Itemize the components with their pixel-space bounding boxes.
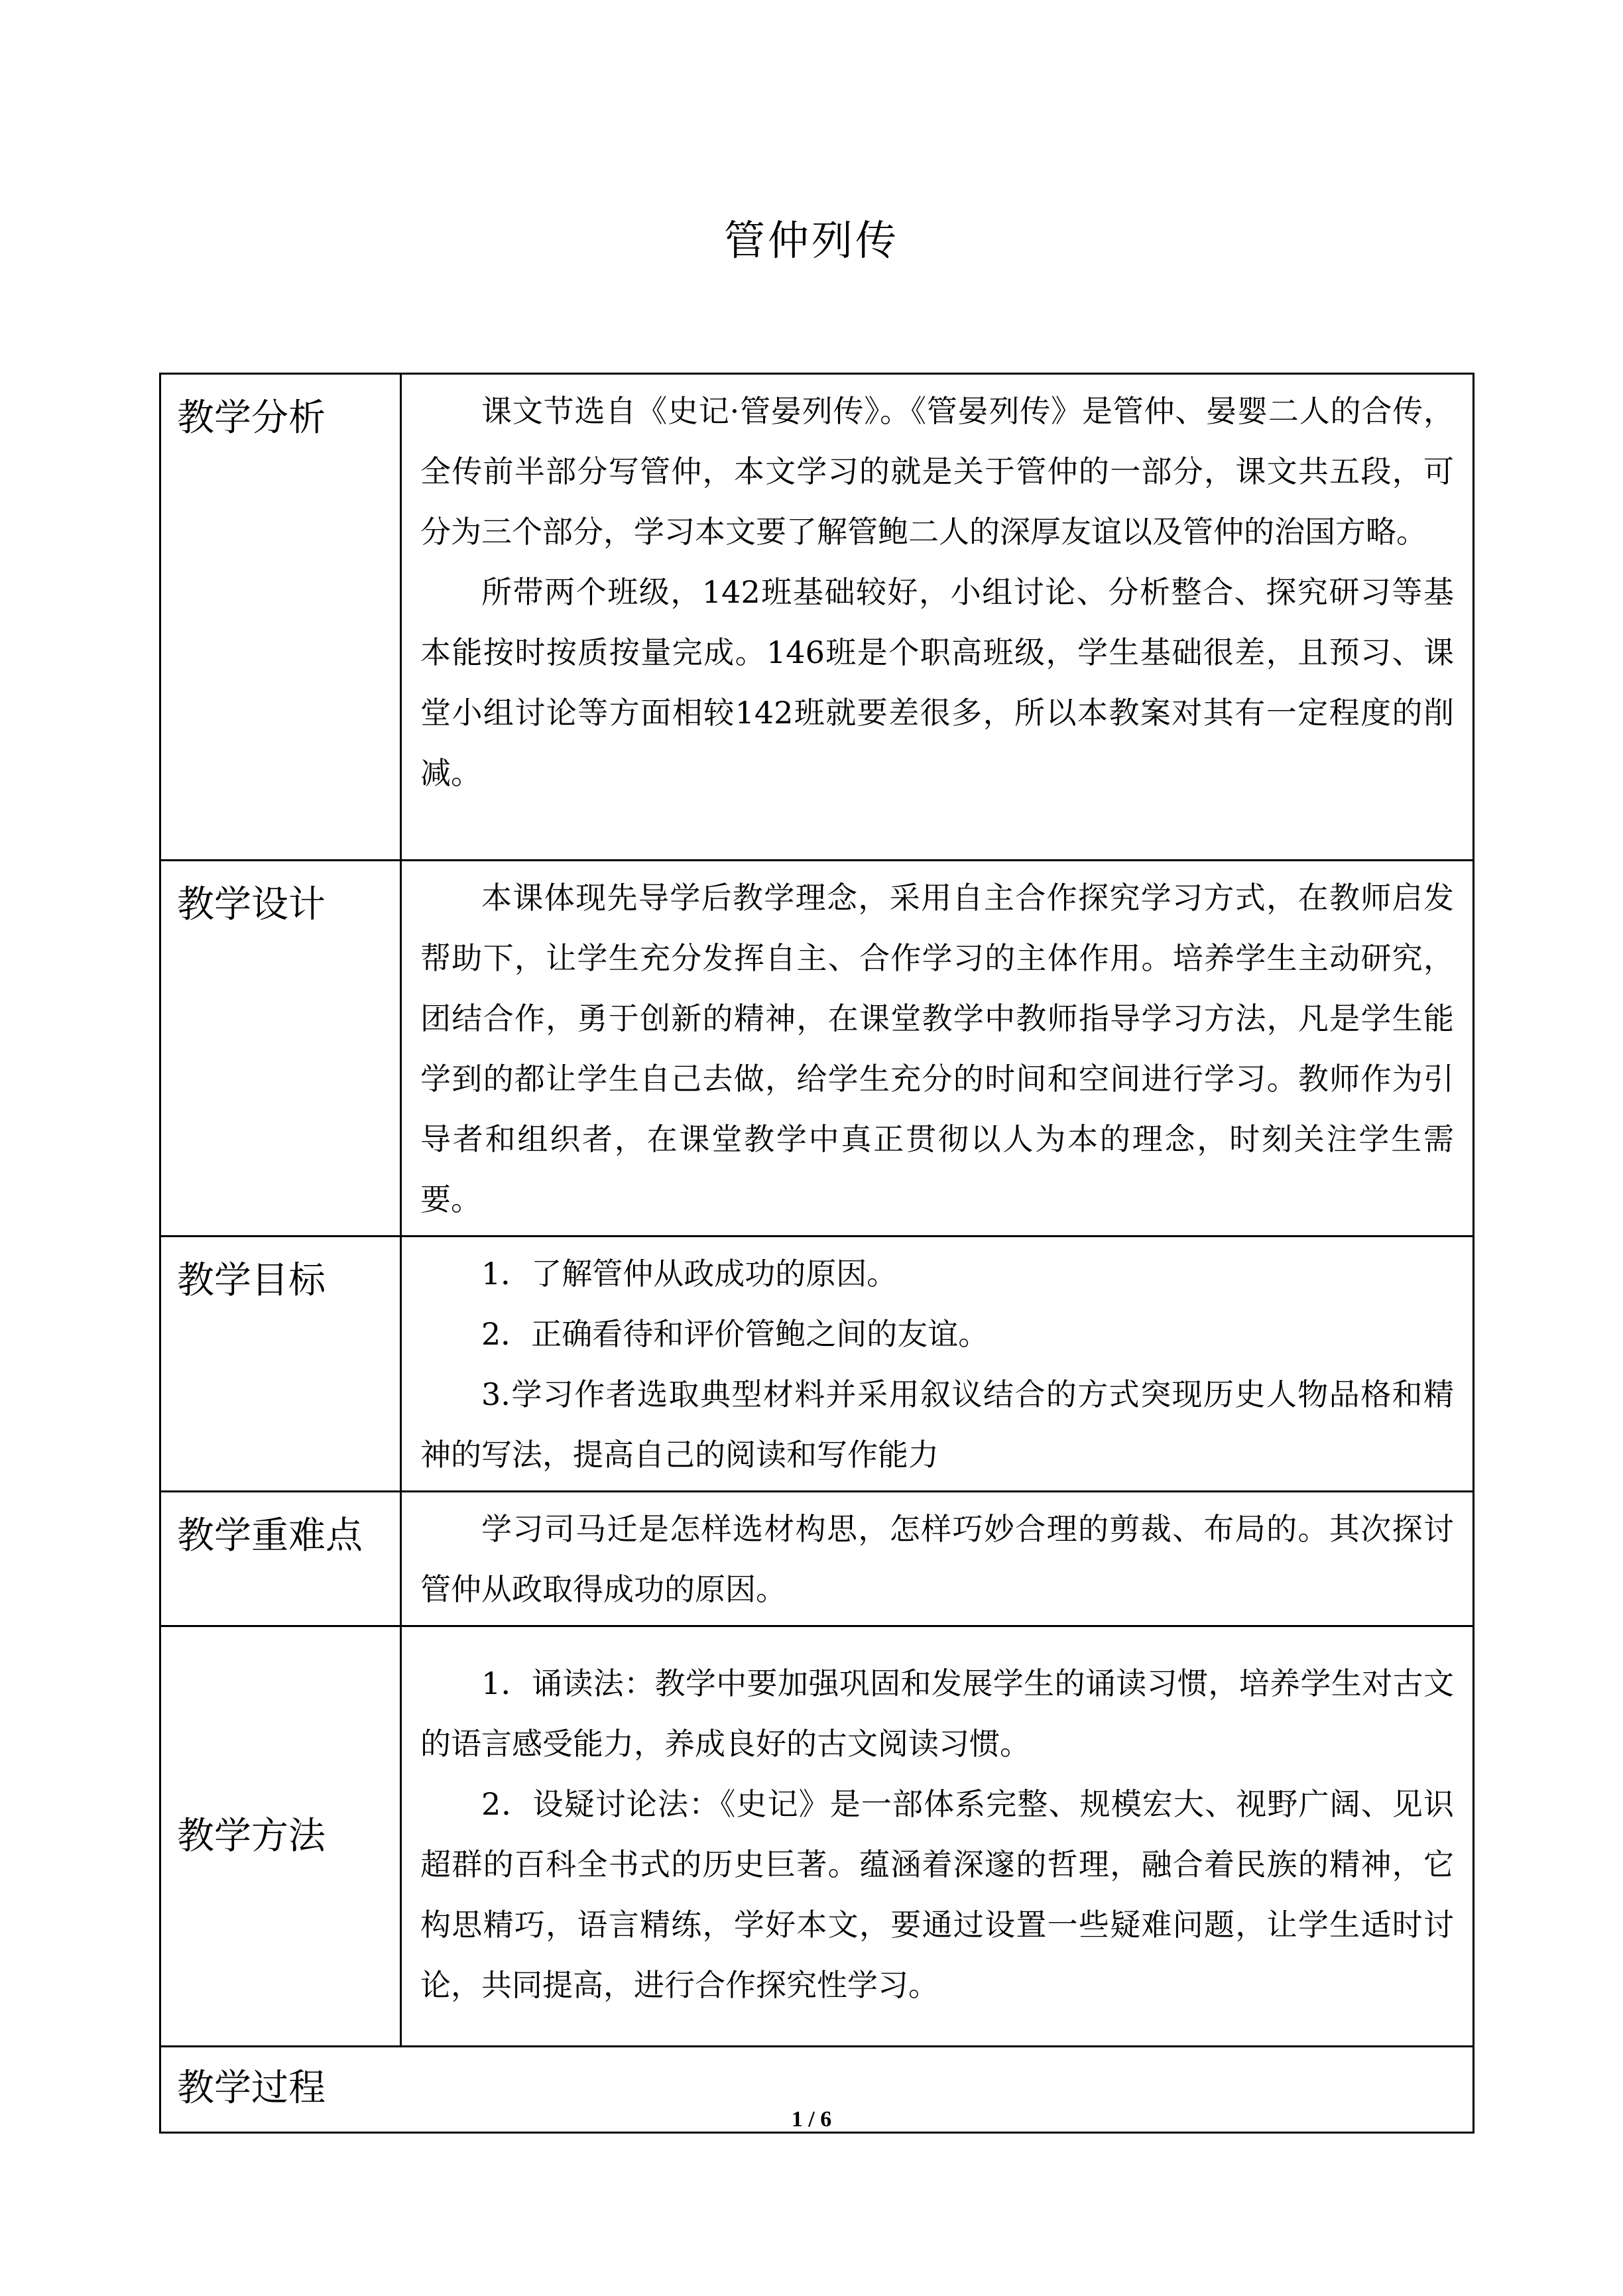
row-label-analysis: 教学分析	[160, 374, 401, 861]
row-label-process: 教学过程	[160, 2047, 1474, 2133]
row-label-objectives: 教学目标	[160, 1237, 401, 1492]
paragraph: 课文节选自《史记·管晏列传》。《管晏列传》是管仲、晏婴二人的合传，全传前半部分写管仲，本文学习的就是关于管仲的一部分，课文共五段，可分为三个部分，学习本文要了解管鲍二人的深厚友谊以及管仲的治国方略。	[420, 393, 1454, 550]
row-content-objectives	[401, 1237, 1474, 1492]
paragraph: 1．诵读法：教学中要加强巩固和发展学生的诵读习惯，培养学生对古文的语言感受能力，养成良好的古文阅读习惯。	[420, 1665, 1454, 1762]
paragraph: 2．正确看待和评价管鲍之间的友谊。	[481, 1316, 989, 1352]
table-row	[160, 861, 1474, 1237]
table-row	[160, 374, 1474, 861]
row-content-design	[401, 861, 1474, 1237]
table-row	[160, 1237, 1474, 1492]
document-title: 管仲列传	[723, 216, 899, 265]
row-label-key-points: 教学重难点	[160, 1492, 401, 1626]
paragraph: 所带两个班级，142班基础较好，小组讨论、分析整合、探究研习等基本能按时按质按量完成。146班是个职高班级，学生基础很差，且预习、课堂小组讨论等方面相较142班就要差很多，所以本教案对其有一定程度的削减。	[420, 574, 1454, 791]
paragraph: 1．了解管仲从政成功的原因。	[481, 1256, 898, 1292]
page-number: 1 / 6	[791, 2107, 832, 2132]
table-row	[160, 1626, 1474, 2047]
paragraph: 本课体现先导学后教学理念，采用自主合作探究学习方式，在教师启发帮助下，让学生充分发挥自主、合作学习的主体作用。培养学生主动研究，团结合作，勇于创新的精神，在课堂教学中教师指导学习方法，凡是学生能学到的都让学生自己去做，给学生充分的时间和空间进行学习。教师作为引导者和组织者，在课堂教学中真正贯彻以人为本的理念，时刻关注学生需要。	[420, 880, 1454, 1217]
row-content-methods	[401, 1626, 1474, 2047]
table-row	[160, 1492, 1474, 1626]
paragraph: 学习司马迁是怎样选材构思，怎样巧妙合理的剪裁、布局的。其次探讨管仲从政取得成功的原因。	[420, 1511, 1454, 1607]
paragraph: 3.学习作者选取典型材料并采用叙议结合的方式突现历史人物品格和精神的写法，提高自己的阅读和写作能力	[420, 1376, 1454, 1473]
paragraph: 2．设疑讨论法：《史记》是一部体系完整、规模宏大、视野广阔、见识超群的百科全书式的历史巨著。蕴涵着深邃的哲理，融合着民族的精神，它构思精巧，语言精练，学好本文，要通过设置一些疑难问题，让学生适时讨论，共同提高，进行合作探究性学习。	[420, 1786, 1454, 2003]
row-label-design: 教学设计	[160, 861, 401, 1237]
row-content-key-points	[401, 1492, 1474, 1626]
row-label-methods: 教学方法	[160, 1626, 401, 2047]
row-content-analysis	[401, 374, 1474, 861]
lesson-plan-table	[159, 373, 1474, 2134]
